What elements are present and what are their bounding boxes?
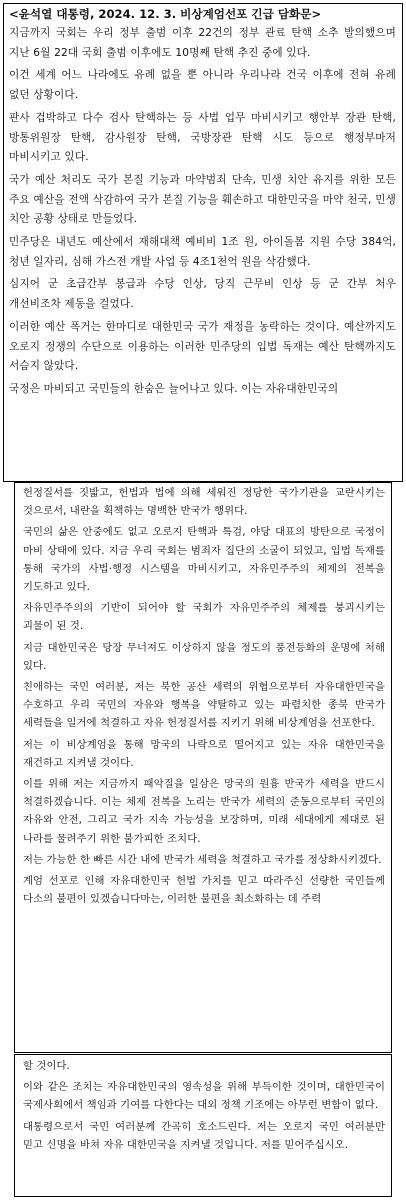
paragraph: 이러한 예산 폭거는 한마디로 대한민국 국가 재정을 농락하는 것이다. 예산까지도 오로지 정쟁의 수단으로 이용하는 이러한 민주당의 입법 독재는 예산 탄핵까지도 서슴지 않았다. <box>9 320 396 373</box>
paragraph: 판사 겁박하고 다수 검사 탄핵하는 등 사법 업무 마비시키고 행안부 장관 탄핵, 방통위원장 탄핵, 감사원장 탄핵, 국방장관 탄핵 시도 등으로 행정부마저 마비시키고 있다. <box>9 111 396 164</box>
paragraph: 심지어 군 초급간부 봉급과 수당 인상, 당직 근무비 인상 등 군 간부 처우 개선비조차 제동을 걸었다. <box>9 278 396 311</box>
paragraph: 이와 같은 조치는 자유대한민국의 영속성을 위해 부득이한 것이며, 대한민국이 국제사회에서 책임과 기여를 다한다는 대외 정책 기조에는 아무런 변함이 없다. <box>23 1081 385 1112</box>
statement-part-2 <box>14 482 392 1053</box>
paragraph: 계엄 선포로 인해 자유대한민국 헌법 가치를 믿고 따라주신 선량한 국민들께 다소의 불편이 있겠습니다마는, 이러한 불편을 최소화하는 데 주력 <box>23 875 385 906</box>
statement-part-1 <box>3 3 403 482</box>
paragraph: 국가 예산 처리도 국가 본질 기능과 마약범죄 단속, 민생 치안 유지를 위한 모든 주요 예산을 전액 삭감하여 국가 본질 기능을 훼손하고 대한민국을 마약 천국, 민생 치안 공황 상태로 만들었다. <box>9 173 396 226</box>
paragraph: 자유민주주의의 기반이 되어야 할 국회가 자유민주주의 체제를 붕괴시키는 괴물이 된 것. <box>23 602 385 633</box>
paragraph: 국정은 마비되고 국민들의 한숨은 늘어나고 있다. 이는 자유대한민국의 <box>9 382 339 395</box>
paragraph: 저는 이 비상계엄을 통해 망국의 나락으로 떨어지고 있는 자유 대한민국을 재건하고 지켜낼 것이다. <box>23 738 385 769</box>
paragraph: 이를 위해 저는 지금까지 패악질을 일삼은 망국의 원흉 반국가 세력을 반드시 척결하겠습니다. 이는 체제 전복을 노리는 반국가 세력의 준동으로부터 국민의 자유와 안전, 그리고 국가 지속 가능성을 보장하며, 미래 세대에게 제대로 된 나라를 물려주기 위한 불가피한 조치다. <box>23 778 385 845</box>
paragraph: 지금 대한민국은 당장 무너져도 이상하지 않을 정도의 풍전등화의 운명에 처해 있다. <box>23 641 385 672</box>
statement-title: <윤석열 대통령, 2024. 12. 3. 비상계엄선포 긴급 담화문> <box>9 7 322 21</box>
paragraph: 할 것이다. <box>23 1060 70 1072</box>
paragraph: 저는 가능한 한 빠른 시간 내에 반국가 세력을 척결하고 국가를 정상화시키겠다. <box>23 853 382 866</box>
paragraph: 이건 세계 어느 나라에도 유례 없을 뿐 아니라 우리나라 건국 이후에 전혀 유례 없던 상황이다. <box>9 69 396 102</box>
paragraph: 민주당은 내년도 예산에서 재해대책 예비비 1조 원, 아이돌봄 지원 수당 384억, 청년 일자리, 심해 가스전 개발 사업 등 4조1천억 원을 삭감했다. <box>9 236 396 268</box>
paragraph: 친애하는 국민 여러분, 저는 북한 공산 세력의 위협으로부터 자유대한민국을 수호하고 우리 국민의 자유와 행복을 약탈하고 있는 파렴치한 종북 반국가 세력들을 일거에 척결하고 자유 헌정질서를 지키기 위해 비상계엄을 선포한다. <box>23 681 385 730</box>
paragraph: 대통령으로서 국민 여러분께 간곡히 호소드린다. 저는 오로지 국민 여러분만 믿고 신명을 바쳐 자유 대한민국을 지켜낼 것입니다. 저를 믿어주십시오. <box>23 1120 385 1151</box>
paragraph: 국민의 삶은 안중에도 없고 오로지 탄핵과 특검, 야당 대표의 방탄으로 국정이 마비 상태에 있다. 지금 우리 국회는 범죄자 집단의 소굴이 되었고, 입법 독재를 통해 국가의 사법·행정 시스템을 마비시키고, 자유민주주의 체제의 전복을 기도하고 있다. <box>23 526 385 594</box>
statement-part-3 <box>14 1054 392 1197</box>
paragraph: 지금까지 국회는 우리 정부 출범 이후 22건의 정부 관료 탄핵 소추 발의했으며 지난 6월 22대 국회 출범 이후에도 10명째 탄핵 추진 중에 있다. <box>9 27 396 59</box>
paragraph: 헌정질서를 짓밟고, 헌법과 법에 의해 세워진 정당한 국가기관을 교란시키는 것으로서, 내란을 획책하는 명백한 반국가 행위다. <box>23 487 385 518</box>
